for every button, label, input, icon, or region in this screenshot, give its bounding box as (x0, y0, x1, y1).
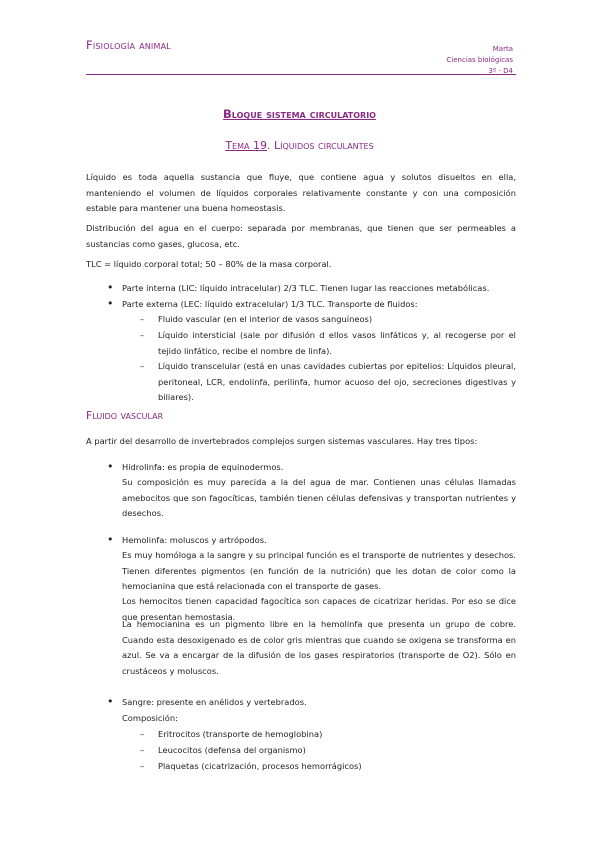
sangre-item-plaquetas: Plaquetas (cicatrización, procesos hemorrágicos) (158, 761, 362, 771)
dash-marker: – (140, 729, 145, 739)
dash-marker: – (140, 745, 145, 755)
dash-liquido-transcelular: Líquido transcelular (está en unas cavidades cubiertas por epitelios: Líquidos pleural, peritoneal, LCR, endolinfa, perilinfa, humor acuoso del ojo, secreciones digestivas y biliares). (158, 361, 516, 402)
degree-name: Ciencias biológicas (446, 56, 513, 64)
hemolinfa-paragraph-2: Los hemocitos tienen capacidad fagocítica son capaces de cicatrizar heridas. Por eso se dice que presentan hemostasia. (122, 596, 516, 622)
dash-marker: – (140, 314, 145, 324)
hemolinfa-heading: Hemolinfa: moluscos y artrópodos. (122, 535, 267, 545)
bullet-lec: Parte externa (LEC: líquido extracelular) 1/3 TLC. Transporte de fluidos: (122, 299, 418, 309)
hemolinfa-paragraph-1: Es muy homóloga a la sangre y su principal función es el transporte de nutrientes y desechos. Tienen diferentes pigmentos (en función de la nutrición) que les dotan de color como la hemocianina que está relacionada con el transporte de gases. (122, 550, 516, 591)
sangre-item-eritrocitos: Eritrocitos (transporte de hemoglobina) (158, 729, 323, 739)
intro-paragraph-2: Distribución del agua en el cuerpo: separada por membranas, que tienen que ser permeables a sustancias como gases, glucosa, etc. (86, 223, 516, 249)
intro-paragraph-3: TLC = líquido corporal total; 50 – 80% de la masa corporal. (86, 259, 332, 269)
hidrolinfa-body: Su composición es muy parecida a la del agua de mar. Contienen unas células llamadas amebocitos que son fagocíticas, también tienen células defensivas y transportan nutrientes y desechos. (122, 477, 516, 518)
bullet-marker: • (107, 695, 114, 708)
author-block (446, 44, 513, 77)
tema-name: Líquidos circulantes (273, 139, 374, 152)
bullet-lic: Parte interna (LIC: líquido intracelular) 2/3 TLC. Tienen lugar las reacciones metabólicas. (122, 283, 490, 293)
sangre-heading: Sangre: presente en anélidos y vertebrados. (122, 697, 307, 707)
sangre-subheading: Composición: (122, 713, 178, 723)
intro-paragraph-1: Líquido es toda aquella sustancia que fluye, que contiene agua y solutos disueltos en ella, manteniendo el volumen de líquidos corporales relativamente constante y con una composición estable para mantener una buena homeostasis. (86, 172, 516, 213)
section-intro: A partir del desarrollo de invertebrados complejos surgen sistemas vasculares. Hay tres tipos: (86, 436, 478, 446)
bullet-marker: • (107, 533, 114, 546)
dash-fluido-vascular: Fluido vascular (en el interior de vasos sanguíneos) (158, 314, 373, 324)
hemolinfa-paragraph-3: La hemocianina es un pigmento libre en la hemolinfa que presenta un grupo de cobre. Cuando esta desoxigenado es de color gris mientras que cuando se oxigena se transforma en azul. Se va a encargar de la difusión de los gases respiratorios (transporte de O2). Sólo en crustáceos y moluscos. (122, 619, 516, 676)
dash-marker: – (140, 330, 145, 340)
block-title: Bloque sistema circulatorio (223, 107, 376, 121)
section-heading: Fluido vascular (86, 409, 164, 422)
dash-marker: – (140, 761, 145, 771)
dash-marker: – (140, 361, 145, 371)
year-group: 3º - D4 (488, 67, 513, 75)
tema-title: Tema 19. Líquidos circulantes (225, 139, 374, 152)
bullet-marker: • (107, 281, 114, 294)
author-name: Marta (492, 45, 513, 53)
header-divider (86, 74, 516, 75)
course-header: Fisiología animal (86, 38, 171, 52)
sangre-item-leucocitos: Leucocitos (defensa del organismo) (158, 745, 306, 755)
hidrolinfa-heading: Hidrolinfa: es propia de equinodermos. (122, 462, 284, 472)
dash-liquido-intersticial: Líquido intersticial (sale por difusión d ellos vasos linfáticos y, al recogerse por el tejido linfático, recibe el nombre de linfa). (158, 330, 516, 356)
tema-number: Tema 19 (225, 139, 267, 152)
bullet-marker: • (107, 297, 114, 310)
bullet-marker: • (107, 460, 114, 473)
